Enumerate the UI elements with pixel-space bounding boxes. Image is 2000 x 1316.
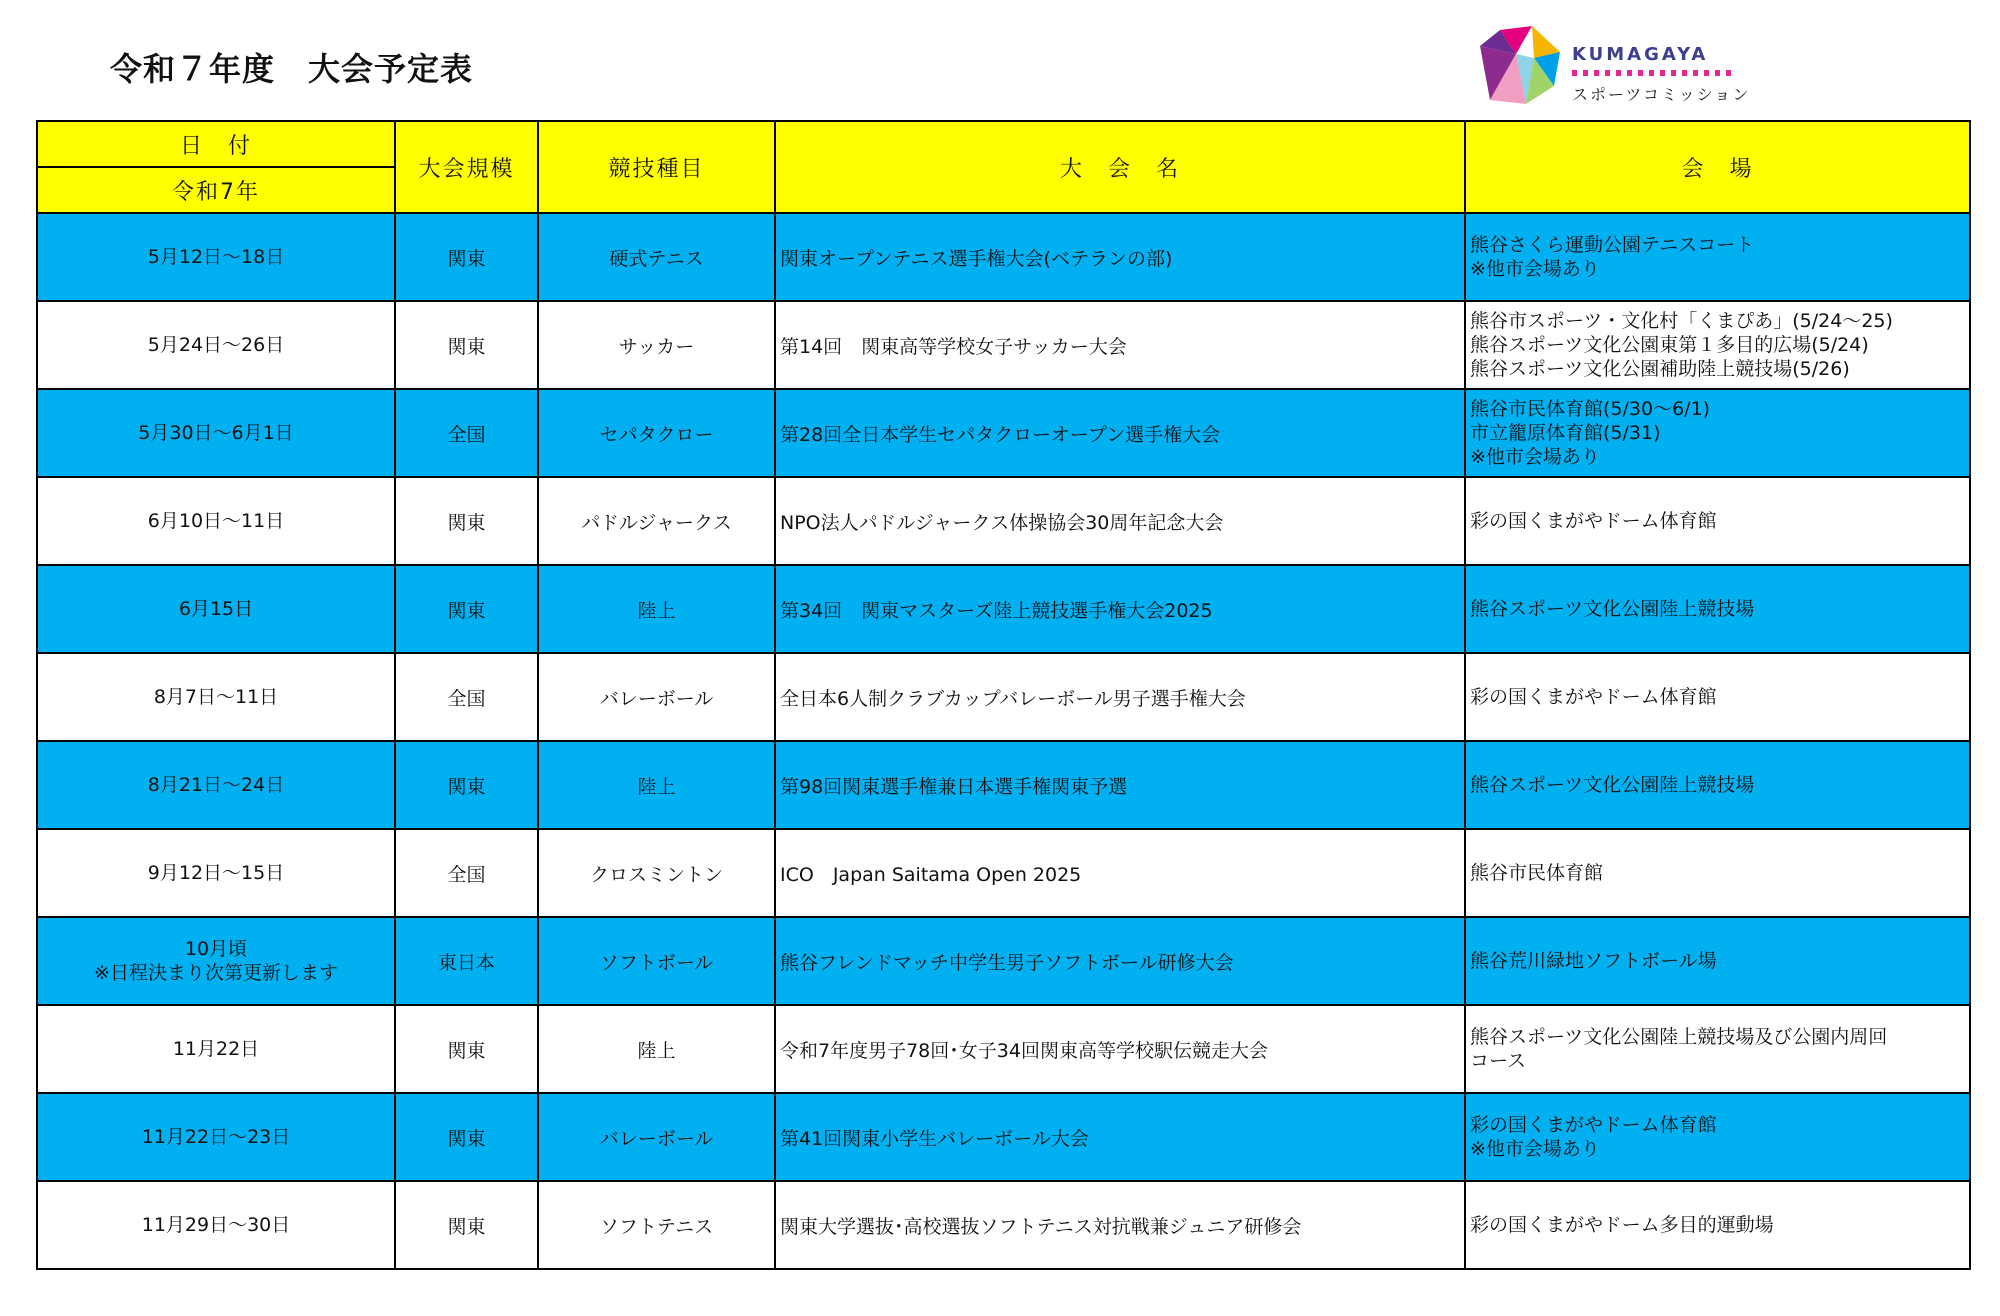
sport-cell: 陸上	[538, 741, 775, 829]
schedule-body	[37, 213, 1970, 1269]
event-cell: 令和7年度男子78回･女子34回関東高等学校駅伝競走大会	[775, 1005, 1465, 1093]
table-row	[37, 389, 1970, 477]
logo-mark-icon	[1472, 24, 1564, 112]
table-row	[37, 1093, 1970, 1181]
venue-cell: 彩の国くまがやドーム体育館	[1465, 477, 1970, 565]
header-scale: 大会規模	[395, 121, 538, 213]
sport-cell: サッカー	[538, 301, 775, 389]
date-cell: 5月12日～18日	[37, 213, 395, 301]
sport-cell: バレーボール	[538, 1093, 775, 1181]
scale-cell: 関東	[395, 1093, 538, 1181]
table-row	[37, 301, 1970, 389]
header-sport: 競技種目	[538, 121, 775, 213]
date-cell: 10月頃 ※日程決まり次第更新します	[37, 917, 395, 1005]
date-cell: 6月10日～11日	[37, 477, 395, 565]
venue-cell: 熊谷市スポーツ・文化村「くまぴあ」(5/24～25) 熊谷スポーツ文化公園東第１多目的広場(5/24) 熊谷スポーツ文化公園補助陸上競技場(5/26)	[1465, 301, 1970, 389]
schedule-table	[36, 120, 1971, 1270]
header-event: 大 会 名	[775, 121, 1465, 213]
event-cell: 第98回関東選手権兼日本選手権関東予選	[775, 741, 1465, 829]
table-row	[37, 829, 1970, 917]
logo-subtitle: スポーツコミッション	[1572, 85, 1751, 104]
venue-cell: 熊谷スポーツ文化公園陸上競技場	[1465, 741, 1970, 829]
date-cell: 11月22日～23日	[37, 1093, 395, 1181]
logo-name: KUMAGAYA	[1572, 44, 1709, 65]
venue-cell: 熊谷さくら運動公園テニスコート ※他市会場あり	[1465, 213, 1970, 301]
date-cell: 6月15日	[37, 565, 395, 653]
table-row	[37, 213, 1970, 301]
table-row	[37, 741, 1970, 829]
sport-cell: 陸上	[538, 1005, 775, 1093]
venue-cell: 熊谷スポーツ文化公園陸上競技場	[1465, 565, 1970, 653]
event-cell: 関東オープンテニス選手権大会(ベテランの部)	[775, 213, 1465, 301]
scale-cell: 全国	[395, 829, 538, 917]
date-cell: 11月22日	[37, 1005, 395, 1093]
venue-cell: 彩の国くまがやドーム体育館 ※他市会場あり	[1465, 1093, 1970, 1181]
sport-cell: 硬式テニス	[538, 213, 775, 301]
table-row	[37, 1181, 1970, 1269]
venue-cell: 彩の国くまがやドーム体育館	[1465, 653, 1970, 741]
sport-cell: クロスミントン	[538, 829, 775, 917]
header-date: 日 付	[37, 121, 395, 167]
scale-cell: 関東	[395, 301, 538, 389]
header-row	[37, 121, 1970, 167]
table-row	[37, 917, 1970, 1005]
date-cell: 8月7日～11日	[37, 653, 395, 741]
logo-dots	[1572, 70, 1732, 76]
table-row	[37, 653, 1970, 741]
date-cell: 5月30日～6月1日	[37, 389, 395, 477]
table-row	[37, 1005, 1970, 1093]
venue-cell: 熊谷市民体育館	[1465, 829, 1970, 917]
date-cell: 9月12日～15日	[37, 829, 395, 917]
venue-cell: 熊谷荒川緑地ソフトボール場	[1465, 917, 1970, 1005]
scale-cell: 関東	[395, 213, 538, 301]
scale-cell: 東日本	[395, 917, 538, 1005]
event-cell: ICO Japan Saitama Open 2025	[775, 829, 1465, 917]
event-cell: 第34回 関東マスターズ陸上競技選手権大会2025	[775, 565, 1465, 653]
event-cell: 熊谷フレンドマッチ中学生男子ソフトボール研修大会	[775, 917, 1465, 1005]
table-row	[37, 477, 1970, 565]
scale-cell: 関東	[395, 1005, 538, 1093]
table-row	[37, 565, 1970, 653]
event-cell: 関東大学選抜･高校選抜ソフトテニス対抗戦兼ジュニア研修会	[775, 1181, 1465, 1269]
scale-cell: 関東	[395, 1181, 538, 1269]
sport-cell: パドルジャークス	[538, 477, 775, 565]
sport-cell: 陸上	[538, 565, 775, 653]
scale-cell: 全国	[395, 653, 538, 741]
venue-cell: 彩の国くまがやドーム多目的運動場	[1465, 1181, 1970, 1269]
kumagaya-logo	[1472, 24, 1772, 114]
scale-cell: 関東	[395, 477, 538, 565]
header-era: 令和7年	[37, 167, 395, 213]
event-cell: NPO法人パドルジャークス体操協会30周年記念大会	[775, 477, 1465, 565]
scale-cell: 関東	[395, 565, 538, 653]
scale-cell: 関東	[395, 741, 538, 829]
event-cell: 全日本6人制クラブカップバレーボール男子選手権大会	[775, 653, 1465, 741]
sport-cell: バレーボール	[538, 653, 775, 741]
header-venue: 会 場	[1465, 121, 1970, 213]
venue-cell: 熊谷スポーツ文化公園陸上競技場及び公園内周回 コース	[1465, 1005, 1970, 1093]
sport-cell: ソフトボール	[538, 917, 775, 1005]
event-cell: 第14回 関東高等学校女子サッカー大会	[775, 301, 1465, 389]
event-cell: 第41回関東小学生バレーボール大会	[775, 1093, 1465, 1181]
page-title: 令和７年度 大会予定表	[110, 50, 474, 88]
venue-cell: 熊谷市民体育館(5/30～6/1) 市立籠原体育館(5/31) ※他市会場あり	[1465, 389, 1970, 477]
date-cell: 11月29日～30日	[37, 1181, 395, 1269]
sport-cell: ソフトテニス	[538, 1181, 775, 1269]
event-cell: 第28回全日本学生セパタクローオープン選手権大会	[775, 389, 1465, 477]
sport-cell: セパタクロー	[538, 389, 775, 477]
date-cell: 5月24日～26日	[37, 301, 395, 389]
scale-cell: 全国	[395, 389, 538, 477]
date-cell: 8月21日～24日	[37, 741, 395, 829]
